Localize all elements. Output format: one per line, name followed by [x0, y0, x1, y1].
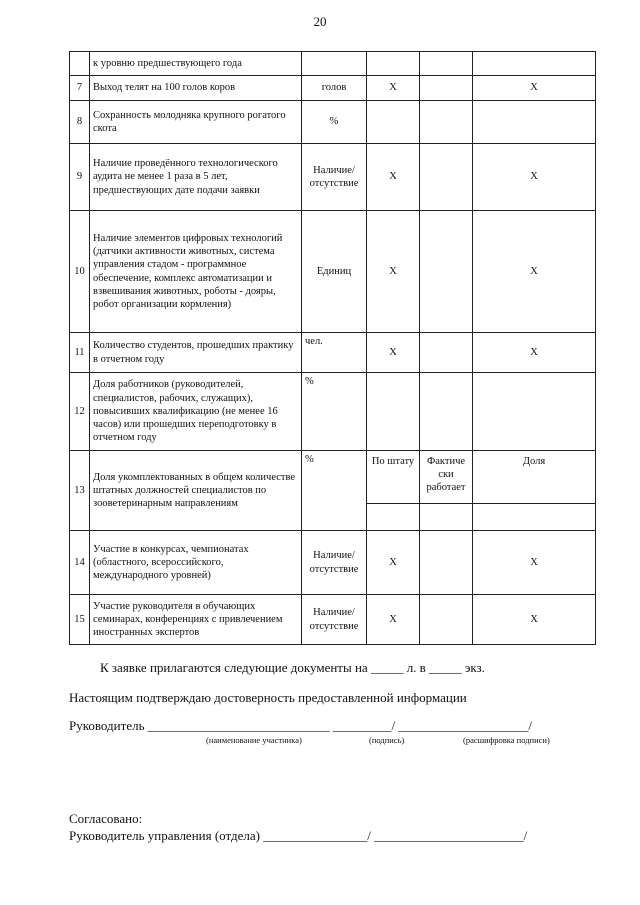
table-row	[70, 52, 596, 76]
cell-value	[420, 211, 473, 333]
cell-value	[367, 373, 420, 451]
cell-value	[367, 101, 420, 144]
signature-line-dept-head: Руководитель управления (отдела) ________________/ _______________________/	[69, 828, 528, 843]
cell-mark: Х	[473, 144, 596, 211]
row-unit: %	[302, 101, 367, 144]
row-text: Выход телят на 100 голов коров	[90, 76, 302, 101]
row-unit: Наличие/ отсутствие	[302, 595, 367, 645]
cell-mark: Х	[367, 595, 420, 645]
table-row	[70, 531, 596, 595]
table-row	[70, 211, 596, 333]
cell-mark: Х	[473, 76, 596, 101]
row-number: 12	[70, 373, 90, 451]
row-text: Доля укомплектованных в общем количестве штатных должностей специалистов по зооветеринарным направлениям	[90, 451, 302, 531]
row-text: к уровню предшествующего года	[90, 52, 302, 76]
table-row	[70, 76, 596, 101]
table-row	[70, 595, 596, 645]
page-number: 20	[313, 14, 327, 29]
row-text: Участие в конкурсах, чемпионатах (областного, всероссийского, международного уровней)	[90, 531, 302, 595]
row-number: 10	[70, 211, 90, 333]
cell-mark: Х	[473, 595, 596, 645]
cell-value	[420, 333, 473, 373]
staff-planned-header: По штату	[367, 451, 420, 504]
table-row	[70, 451, 596, 504]
table-row	[70, 101, 596, 144]
cell-value	[420, 144, 473, 211]
row-text: Наличие проведённого технологического аудита не менее 1 раза в 5 лет, предшествующих дате подачи заявки	[90, 144, 302, 211]
row-text: Количество студентов, прошедших практику в отчетном году	[90, 333, 302, 373]
row-unit: голов	[302, 76, 367, 101]
cell-value	[473, 373, 596, 451]
row-number: 14	[70, 531, 90, 595]
row-number: 7	[70, 76, 90, 101]
caption-signature: (подпись)	[369, 735, 405, 745]
row-text: Сохранность молодняка крупного рогатого скота	[90, 101, 302, 144]
attachments-line: К заявке прилагаются следующие документы на _____ л. в _____ экз.	[100, 660, 485, 675]
table-row	[70, 373, 596, 451]
cell-mark: Х	[367, 76, 420, 101]
cell-value	[420, 531, 473, 595]
table-row	[70, 144, 596, 211]
cell-mark: Х	[367, 144, 420, 211]
table-row	[70, 333, 596, 373]
row-unit: Единиц	[302, 211, 367, 333]
caption-decoding: (расшифровка подписи)	[463, 735, 550, 745]
cell-mark: Х	[367, 531, 420, 595]
row-unit: Наличие/ отсутствие	[302, 531, 367, 595]
row-number: 11	[70, 333, 90, 373]
confirmation-text: Настоящим подтверждаю достоверность предоставленной информации	[69, 690, 467, 705]
row-number: 8	[70, 101, 90, 144]
row-text: Доля работников (руководителей, специалистов, рабочих, служащих), повысивших квалификацию (не менее 16 часов) или прошедших переподготовку в отчетном году	[90, 373, 302, 451]
cell-value	[420, 101, 473, 144]
row-text: Наличие элементов цифровых технологий (датчики активности животных, система управления стадом - программное обеспечение, комплекс автоматизации и взвешивания животных, роботы - дояры, робот организации кормления)	[90, 211, 302, 333]
row-unit: %	[302, 451, 367, 531]
cell-value	[420, 595, 473, 645]
cell-value	[420, 373, 473, 451]
cell-value	[473, 101, 596, 144]
cell-mark: Х	[473, 211, 596, 333]
row-unit: Наличие/ отсутствие	[302, 144, 367, 211]
agreed-label: Согласовано:	[69, 811, 143, 826]
row-unit: чел.	[302, 333, 367, 373]
cell-value	[420, 76, 473, 101]
cell-mark: Х	[367, 333, 420, 373]
cell-mark: Х	[473, 531, 596, 595]
staff-actual-header: Фактиче ски работает	[420, 451, 473, 504]
row-unit: %	[302, 373, 367, 451]
row-number: 15	[70, 595, 90, 645]
cell-mark: Х	[473, 333, 596, 373]
row-number: 9	[70, 144, 90, 211]
indicator-table	[69, 51, 596, 645]
row-text: Участие руководителя в обучающих семинарах, конференциях с привлечением иностранных экспертов	[90, 595, 302, 645]
share-header: Доля	[473, 451, 596, 504]
cell-mark: Х	[367, 211, 420, 333]
caption-participant-name: (наименование участника)	[206, 735, 302, 745]
row-number: 13	[70, 451, 90, 531]
signature-line-head: Руководитель ____________________________ _________/ ____________________/	[69, 718, 532, 733]
